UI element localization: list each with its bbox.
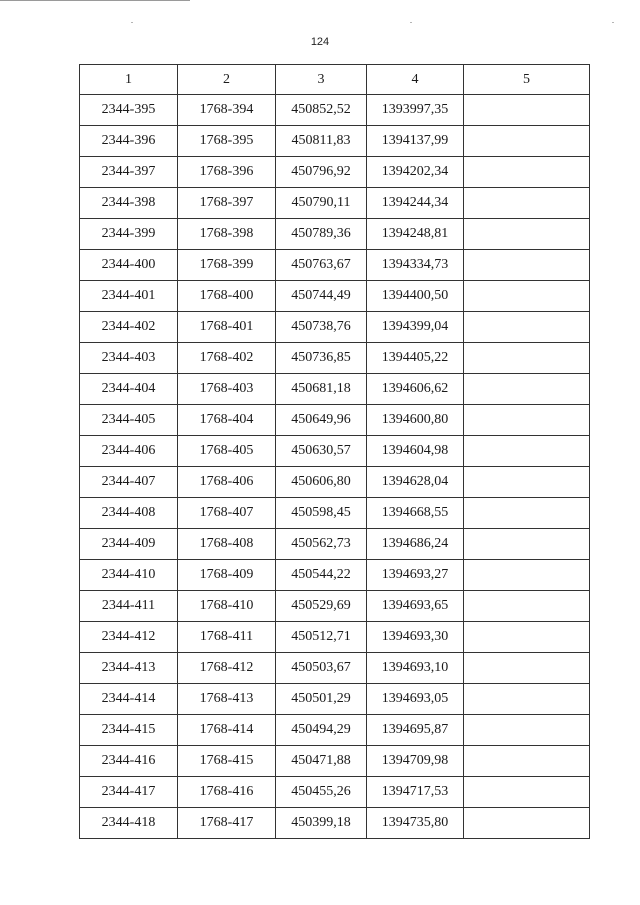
cell-y-coordinate: 1394628,04 [367,467,464,498]
table-row [80,343,590,374]
cell-y-coordinate: 1394399,04 [367,312,464,343]
table-row [80,622,590,653]
cell-x-coordinate: 450790,11 [276,188,367,219]
cell-note [464,405,590,436]
page-number: 124 [310,36,330,48]
cell-ref-id: 1768-397 [178,188,276,219]
cell-point-id: 2344-408 [80,498,178,529]
cell-x-coordinate: 450529,69 [276,591,367,622]
cell-note [464,529,590,560]
cell-x-coordinate: 450544,22 [276,560,367,591]
table-row [80,157,590,188]
table-row [80,250,590,281]
cell-point-id: 2344-410 [80,560,178,591]
cell-note [464,219,590,250]
cell-ref-id: 1768-404 [178,405,276,436]
cell-y-coordinate: 1394717,53 [367,777,464,808]
cell-ref-id: 1768-411 [178,622,276,653]
cell-ref-id: 1768-415 [178,746,276,777]
cell-y-coordinate: 1394693,10 [367,653,464,684]
cell-note [464,808,590,839]
cell-x-coordinate: 450501,29 [276,684,367,715]
column-header: 2 [178,65,276,95]
cell-ref-id: 1768-414 [178,715,276,746]
table-row [80,777,590,808]
cell-ref-id: 1768-403 [178,374,276,405]
scan-edge-line [0,0,190,1]
table-row [80,529,590,560]
cell-point-id: 2344-407 [80,467,178,498]
cell-y-coordinate: 1394693,27 [367,560,464,591]
cell-note [464,715,590,746]
cell-note [464,622,590,653]
cell-ref-id: 1768-410 [178,591,276,622]
cell-note [464,95,590,126]
table-row [80,436,590,467]
table-row [80,219,590,250]
column-header: 4 [367,65,464,95]
cell-point-id: 2344-400 [80,250,178,281]
cell-point-id: 2344-411 [80,591,178,622]
cell-point-id: 2344-409 [80,529,178,560]
cell-y-coordinate: 1394244,34 [367,188,464,219]
cell-x-coordinate: 450681,18 [276,374,367,405]
cell-note [464,343,590,374]
cell-x-coordinate: 450789,36 [276,219,367,250]
cell-x-coordinate: 450796,92 [276,157,367,188]
cell-x-coordinate: 450494,29 [276,715,367,746]
cell-note [464,684,590,715]
column-header: 5 [464,65,590,95]
cell-x-coordinate: 450598,45 [276,498,367,529]
cell-x-coordinate: 450562,73 [276,529,367,560]
cell-x-coordinate: 450736,85 [276,343,367,374]
cell-point-id: 2344-406 [80,436,178,467]
cell-note [464,374,590,405]
cell-note [464,746,590,777]
table-row [80,95,590,126]
cell-ref-id: 1768-416 [178,777,276,808]
cell-ref-id: 1768-399 [178,250,276,281]
cell-y-coordinate: 1394709,98 [367,746,464,777]
scan-speck [410,22,412,23]
cell-y-coordinate: 1394686,24 [367,529,464,560]
cell-y-coordinate: 1394693,05 [367,684,464,715]
cell-point-id: 2344-415 [80,715,178,746]
cell-x-coordinate: 450630,57 [276,436,367,467]
cell-note [464,250,590,281]
cell-ref-id: 1768-394 [178,95,276,126]
cell-point-id: 2344-401 [80,281,178,312]
cell-x-coordinate: 450738,76 [276,312,367,343]
cell-x-coordinate: 450744,49 [276,281,367,312]
cell-ref-id: 1768-409 [178,560,276,591]
cell-ref-id: 1768-413 [178,684,276,715]
cell-ref-id: 1768-408 [178,529,276,560]
cell-y-coordinate: 1394248,81 [367,219,464,250]
cell-point-id: 2344-398 [80,188,178,219]
cell-note [464,436,590,467]
cell-ref-id: 1768-417 [178,808,276,839]
cell-note [464,188,590,219]
cell-ref-id: 1768-396 [178,157,276,188]
cell-point-id: 2344-412 [80,622,178,653]
table-row [80,374,590,405]
cell-point-id: 2344-417 [80,777,178,808]
table-row [80,467,590,498]
cell-y-coordinate: 1394606,62 [367,374,464,405]
cell-y-coordinate: 1394137,99 [367,126,464,157]
cell-point-id: 2344-402 [80,312,178,343]
cell-point-id: 2344-414 [80,684,178,715]
cell-point-id: 2344-405 [80,405,178,436]
cell-ref-id: 1768-407 [178,498,276,529]
table-row [80,405,590,436]
table-row [80,312,590,343]
coordinates-table [79,64,590,839]
cell-point-id: 2344-397 [80,157,178,188]
column-header: 3 [276,65,367,95]
cell-point-id: 2344-396 [80,126,178,157]
cell-y-coordinate: 1394604,98 [367,436,464,467]
table-row [80,560,590,591]
cell-point-id: 2344-403 [80,343,178,374]
cell-y-coordinate: 1394693,65 [367,591,464,622]
table-header-row [80,65,590,95]
table-row [80,188,590,219]
cell-y-coordinate: 1394668,55 [367,498,464,529]
table-row [80,591,590,622]
cell-x-coordinate: 450512,71 [276,622,367,653]
table-row [80,808,590,839]
cell-note [464,281,590,312]
scan-speck [612,22,614,23]
cell-note [464,467,590,498]
cell-note [464,591,590,622]
cell-note [464,560,590,591]
cell-note [464,126,590,157]
cell-ref-id: 1768-406 [178,467,276,498]
table-row [80,126,590,157]
cell-x-coordinate: 450852,52 [276,95,367,126]
table-row [80,281,590,312]
cell-y-coordinate: 1394334,73 [367,250,464,281]
cell-x-coordinate: 450811,83 [276,126,367,157]
cell-point-id: 2344-413 [80,653,178,684]
table-row [80,715,590,746]
cell-point-id: 2344-418 [80,808,178,839]
cell-note [464,498,590,529]
cell-note [464,157,590,188]
cell-x-coordinate: 450503,67 [276,653,367,684]
cell-point-id: 2344-416 [80,746,178,777]
cell-point-id: 2344-404 [80,374,178,405]
cell-ref-id: 1768-400 [178,281,276,312]
cell-y-coordinate: 1394600,80 [367,405,464,436]
cell-point-id: 2344-399 [80,219,178,250]
cell-y-coordinate: 1394693,30 [367,622,464,653]
cell-ref-id: 1768-412 [178,653,276,684]
cell-ref-id: 1768-398 [178,219,276,250]
cell-x-coordinate: 450471,88 [276,746,367,777]
cell-x-coordinate: 450606,80 [276,467,367,498]
cell-y-coordinate: 1394695,87 [367,715,464,746]
table-body [80,95,590,839]
cell-x-coordinate: 450763,67 [276,250,367,281]
cell-ref-id: 1768-401 [178,312,276,343]
cell-point-id: 2344-395 [80,95,178,126]
cell-x-coordinate: 450399,18 [276,808,367,839]
cell-y-coordinate: 1394400,50 [367,281,464,312]
cell-y-coordinate: 1394735,80 [367,808,464,839]
cell-note [464,653,590,684]
table-row [80,746,590,777]
cell-y-coordinate: 1393997,35 [367,95,464,126]
cell-ref-id: 1768-395 [178,126,276,157]
cell-ref-id: 1768-405 [178,436,276,467]
cell-ref-id: 1768-402 [178,343,276,374]
column-header: 1 [80,65,178,95]
table-row [80,684,590,715]
cell-y-coordinate: 1394405,22 [367,343,464,374]
cell-note [464,312,590,343]
cell-x-coordinate: 450455,26 [276,777,367,808]
cell-x-coordinate: 450649,96 [276,405,367,436]
scan-speck [131,22,133,23]
cell-note [464,777,590,808]
cell-y-coordinate: 1394202,34 [367,157,464,188]
table-row [80,498,590,529]
table-row [80,653,590,684]
